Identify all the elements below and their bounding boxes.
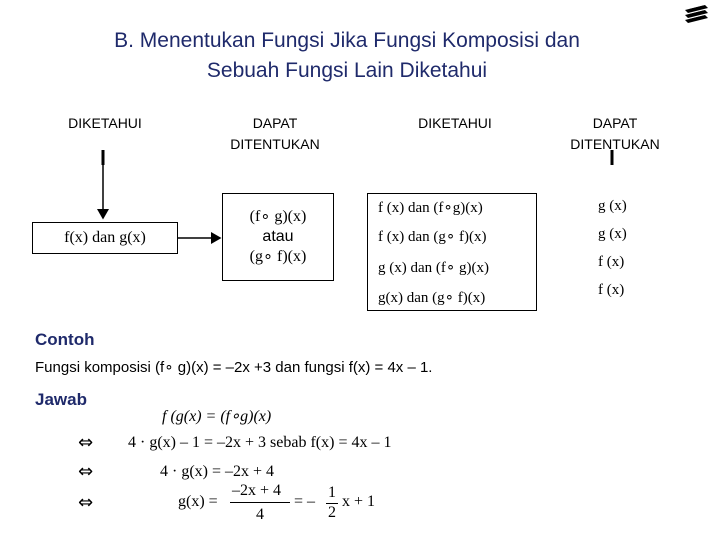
half-numerator: 1 (328, 484, 336, 501)
solution-step-0: f (g(x) = (f∘g)(x) (162, 408, 272, 425)
fraction-bar (230, 502, 290, 503)
title-line-2: Sebuah Fungsi Lain Diketahui (206, 59, 488, 82)
table-known-cell: f (x) dan (f∘g)(x) (378, 200, 483, 216)
solution-step-2: 4 · g(x) = –2x + 4 (160, 463, 275, 480)
equivalence-symbol: ⇔ (78, 492, 94, 513)
col4-header-line1: DAPAT (592, 115, 638, 131)
table-result-cell: f (x) (598, 282, 625, 298)
determinable-composition-box (222, 193, 334, 281)
step3-mid: = – (294, 493, 316, 510)
table-row (378, 288, 485, 308)
table-row (378, 258, 489, 278)
fraction-numerator: –2x + 4 (232, 482, 282, 499)
solution-step-1: 4 · g(x) – 1 = –2x + 3 sebab f(x) = 4x – 1 (128, 434, 392, 451)
known-functions-text: f(x) dan g(x) (64, 229, 146, 246)
table-result-cell: g (x) (598, 226, 627, 242)
composition-gf: (g∘ f)(x) (249, 248, 307, 265)
known-functions-box (32, 222, 178, 254)
equivalence-symbol: ⇔ (78, 461, 94, 482)
table-known-cell: f (x) dan (g∘ f)(x) (378, 229, 487, 245)
fraction-denominator: 4 (256, 506, 264, 523)
table-known-cell: g (x) dan (f∘ g)(x) (378, 260, 490, 276)
title-line-1: B. Menentukan Fungsi Jika Fungsi Komposisi dan (114, 29, 580, 52)
col1-header: DIKETAHUI (68, 115, 142, 131)
step3-lhs: g(x) = (178, 493, 218, 510)
col4-header-line2: DITENTUKAN (570, 136, 660, 152)
composition-fg: (f∘ g)(x) (249, 208, 307, 225)
step3-rhs: x + 1 (342, 493, 376, 510)
equivalence-symbol: ⇔ (78, 432, 94, 453)
col2-header-line2: DITENTUKAN (230, 136, 320, 152)
answer-heading: Jawab (35, 390, 87, 409)
table-row (378, 227, 487, 247)
half-denominator: 2 (328, 504, 336, 521)
table-known-cell: g(x) dan (g∘ f)(x) (378, 290, 486, 306)
table-result-cell: f (x) (598, 254, 625, 270)
example-heading: Contoh (35, 330, 95, 349)
col2-header-line1: DAPAT (252, 115, 298, 131)
table-result-cell: g (x) (598, 198, 627, 214)
example-problem: Fungsi komposisi (f∘ g)(x) = –2x +3 dan fungsi f(x) = 4x – 1. (35, 359, 433, 376)
composition-or: atau (262, 228, 294, 245)
col3-header: DIKETAHUI (418, 115, 492, 131)
table-row (378, 198, 483, 218)
solution-step-3 (178, 482, 408, 528)
